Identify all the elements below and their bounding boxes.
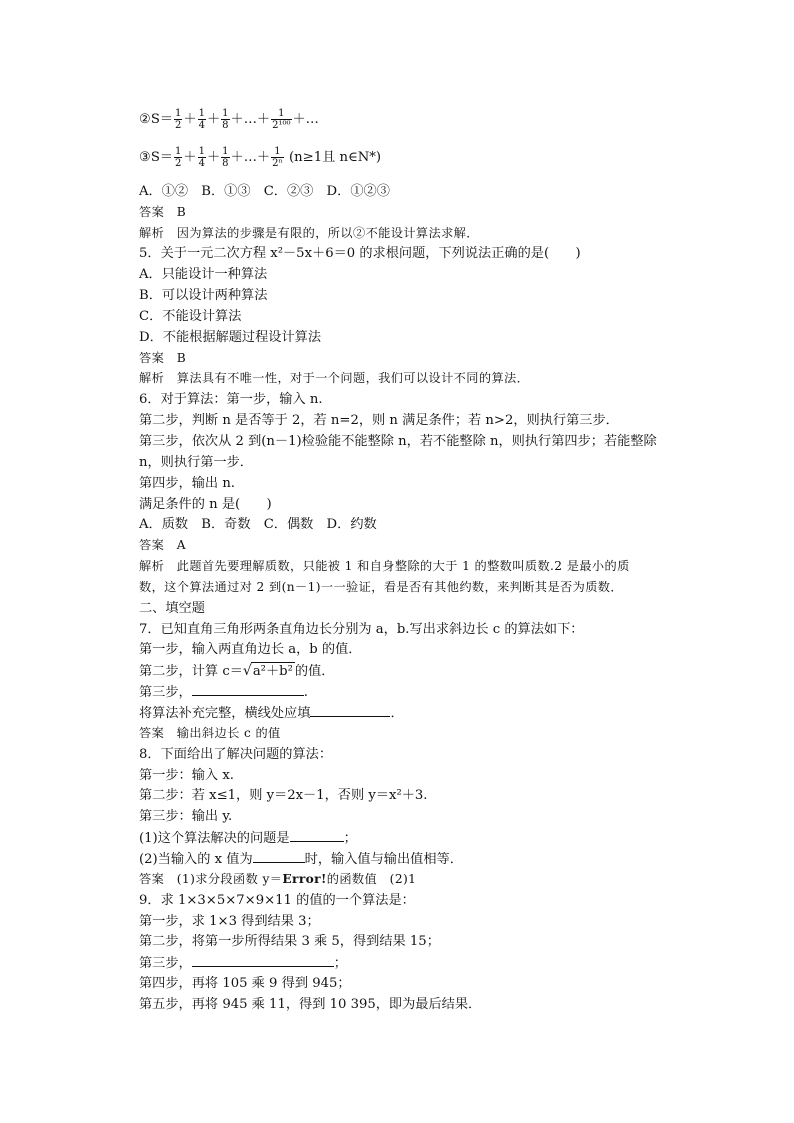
text-line: 7．已知直角三角形两条直角边长分别为 a，b.写出求斜边长 c 的算法如下：: [139, 622, 584, 637]
text-line: 5．关于一元二次方程 x²－5x＋6＝0 的求根问题，下列说法正确的是( ): [139, 246, 581, 261]
fraction: $\frac{1}{4}$: [198, 108, 205, 131]
q8-part1: (1)这个算法解决的问题是 ；: [139, 831, 357, 846]
fill-blank[interactable]: [253, 850, 305, 863]
text-line: 第二步：若 x≤1，则 y＝2x－1，否则 y＝x²＋3.: [139, 788, 428, 803]
text-line: A．质数 B．奇数 C．偶数 D．约数: [139, 517, 377, 532]
text-line: D．不能根据解题过程设计算法: [139, 330, 322, 345]
fraction: $\frac{1}{\text{2¹⁰⁰}}$: [272, 108, 291, 131]
fill-blank[interactable]: [310, 704, 390, 717]
formula-tail: (n≥1且 n∈N*): [289, 150, 382, 165]
text-line: 数，这个算法通过对 2 到(n－1)一一验证，看是否有其他约数，来判断其是否为质数．: [139, 580, 623, 594]
text-line: A．①② B．①③ C．②③ D．①②③: [139, 184, 390, 199]
text-line: A．只能设计一种算法: [139, 267, 268, 282]
text-line: 第三步，依次从 2 到(n－1)检验能不能整除 n，若不能整除 n，则执行第四步；若能整除: [139, 434, 657, 449]
fraction: $\frac{1}{8}$: [222, 108, 229, 131]
text-line: 解析 因为算法的步骤是有限的，所以②不能设计算法求解．: [139, 226, 479, 240]
text-line: 解析 算法具有不唯一性，对于一个问题，我们可以设计不同的算法．: [139, 371, 530, 385]
fraction: $\frac{1}{8}$: [222, 146, 229, 169]
fill-blank[interactable]: [192, 683, 304, 696]
text-line: 6．对于算法：第一步，输入 n.: [139, 392, 323, 407]
fraction: $\frac{1}{2}$: [175, 146, 182, 169]
fill-blank[interactable]: [192, 954, 334, 967]
text-line: 答案 B: [139, 351, 187, 365]
q9-step3: 第三步， ；: [139, 956, 347, 971]
fraction: $\frac{1}{\text{2ⁿ}}$: [272, 146, 283, 169]
text-line: 第一步，求 1×3 得到结果 3；: [139, 914, 320, 929]
text-line: n，则执行第一步．: [139, 455, 253, 470]
formula-line-2: ②S＝ $\frac{1}{2}$ ＋ $\frac{1}{4}$ ＋ $\frac{1}{8}$ ＋…＋ $\frac{1}{\text{2¹⁰⁰}}$ ＋…: [139, 108, 319, 131]
text-line: 8．下面给出了解决问题的算法：: [139, 747, 333, 762]
text-line: 第五步，再将 945 乘 11，得到 10 395，即为最后结果．: [139, 997, 482, 1012]
fraction: $\frac{1}{2}$: [175, 108, 182, 131]
text-line: 第二步，将第一步所得结果 3 乘 5，得到结果 15；: [139, 934, 440, 949]
q8-answer: 答案 (1)求分段函数 y＝Error!的函数值 (2)1: [139, 872, 417, 886]
text-line: B．可以设计两种算法: [139, 288, 268, 303]
formula-marker: ③S＝: [139, 150, 174, 165]
text-line: 答案 A: [139, 538, 186, 552]
fraction: $\frac{1}{4}$: [198, 146, 205, 169]
formula-tail: ＋…: [292, 112, 319, 127]
text-line: 9．求 1×3×5×7×9×11 的值的一个算法是：: [139, 893, 415, 908]
formula-marker: ②S＝: [139, 112, 174, 127]
text-line: 第三步：输出 y.: [139, 809, 233, 824]
text-line: 第四步，输出 n.: [139, 476, 236, 491]
text-line: 答案 输出斜边长 c 的值: [139, 726, 281, 740]
fill-prompt-line: 将算法补充完整，横线处应填 ．: [139, 706, 404, 721]
text-line: 解析 此题首先要理解质数，只能被 1 和自身整除的大于 1 的整数叫质数.2 是最小的质: [139, 559, 630, 573]
text-line: 第四步，再将 105 乘 9 得到 945；: [139, 976, 351, 991]
sqrt-radicand: a²＋b²: [252, 664, 293, 679]
text-line: 第一步：输入 x.: [139, 768, 234, 783]
text-line: 满足条件的 n 是( ): [139, 497, 272, 512]
error-marker: Error!: [282, 872, 327, 886]
step-three-blank-line: 第三步， .: [139, 685, 308, 700]
fill-blank[interactable]: [290, 829, 344, 842]
step-sqrt-line: 第二步，计算 c＝√a²＋b² 的值．: [139, 663, 335, 679]
text-line: 第一步，输入两直角边长 a，b 的值．: [139, 642, 362, 657]
text-line: 答案 B: [139, 205, 187, 219]
text-line: 二、填空题: [139, 601, 205, 616]
q8-part2: (2)当输入的 x 值为 时，输入值与输出值相等．: [139, 852, 463, 867]
formula-line-3: ③S＝ $\frac{1}{2}$ ＋ $\frac{1}{4}$ ＋ $\frac{1}{8}$ ＋…＋ $\frac{1}{\text{2ⁿ}}$ (n≥1且 n∈N*): [139, 146, 382, 169]
text-line: C．不能设计算法: [139, 309, 242, 324]
text-line: 第二步，判断 n 是否等于 2，若 n=2，则 n 满足条件；若 n>2，则执行第三步．: [139, 413, 619, 428]
